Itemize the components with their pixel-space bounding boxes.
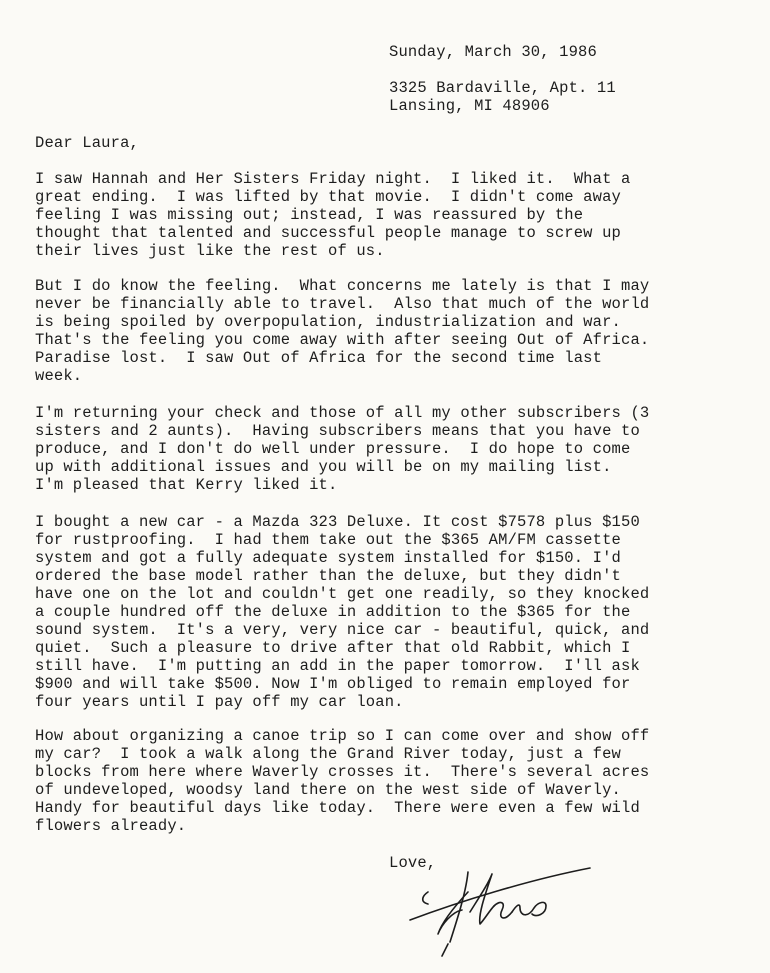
paragraph-line: flowers already. [35, 817, 187, 835]
paragraph-line: for rustproofing. I had them take out the $365 AM/FM cassette [35, 531, 621, 549]
paragraph-line: $900 and will take $500. Now I'm obliged to remain employed for [35, 675, 631, 693]
paragraph-2 [35, 277, 649, 385]
paragraph-line: my car? I took a walk along the Grand River today, just a few [35, 745, 621, 763]
paragraph-1 [35, 170, 630, 260]
paragraph-line: How about organizing a canoe trip so I can come over and show off [35, 727, 650, 745]
paragraph-3 [35, 404, 649, 494]
paragraph-line: blocks from here where Waverly crosses it. There's several acres [35, 763, 650, 781]
paragraph-line: their lives just like the rest of us. [35, 242, 385, 260]
paragraph-line: four years until I pay off my car loan. [35, 693, 404, 711]
paragraph-line: of undeveloped, woodsy land there on the west side of Waverly. [35, 781, 621, 799]
paragraph-line: quiet. Such a pleasure to drive after that old Rabbit, which I [35, 639, 631, 657]
closing: Love, [389, 854, 437, 872]
handwritten-signature [408, 862, 598, 957]
paragraph-line: I saw Hannah and Her Sisters Friday night. I liked it. What a [35, 170, 631, 188]
paragraph-line: great ending. I was lifted by that movie. I didn't come away [35, 188, 621, 206]
address-line-2: Lansing, MI 48906 [389, 97, 550, 115]
paragraph-line: feeling I was missing out; instead, I was reassured by the [35, 206, 584, 224]
address-line-1: 3325 Bardaville, Apt. 11 [389, 79, 616, 97]
salutation: Dear Laura, [35, 134, 139, 152]
paragraph-line: up with additional issues and you will be on my mailing list. [35, 458, 612, 476]
paragraph-line: system and got a fully adequate system installed for $150. I'd [35, 549, 621, 567]
paragraph-line: Handy for beautiful days like today. There were even a few wild [35, 799, 640, 817]
paragraph-5 [35, 727, 649, 835]
paragraph-line: still have. I'm putting an add in the paper tomorrow. I'll ask [35, 657, 640, 675]
paragraph-line: That's the feeling you come away with after seeing Out of Africa. [35, 331, 650, 349]
paragraph-line: sisters and 2 aunts). Having subscribers means that you have to [35, 422, 640, 440]
paragraph-line: But I do know the feeling. What concerns me lately is that I may [35, 277, 650, 295]
paragraph-line: I bought a new car - a Mazda 323 Deluxe. It cost $7578 plus $150 [35, 513, 640, 531]
paragraph-line: sound system. It's a very, very nice car - beautiful, quick, and [35, 621, 650, 639]
paragraph-line: never be financially able to travel. Also that much of the world [35, 295, 650, 313]
paragraph-line: I'm returning your check and those of all my other subscribers (3 [35, 404, 650, 422]
paragraph-line: produce, and I don't do well under pressure. I do hope to come [35, 440, 631, 458]
paragraph-line: I'm pleased that Kerry liked it. [35, 476, 338, 494]
letter-date: Sunday, March 30, 1986 [389, 43, 597, 61]
paragraph-line: week. [35, 367, 83, 385]
paragraph-4 [35, 513, 649, 711]
paragraph-line: a couple hundred off the deluxe in addition to the $365 for the [35, 603, 631, 621]
paragraph-line: is being spoiled by overpopulation, industrialization and war. [35, 313, 621, 331]
paragraph-line: Paradise lost. I saw Out of Africa for the second time last [35, 349, 603, 367]
paragraph-line: ordered the base model rather than the deluxe, but they didn't [35, 567, 621, 585]
paragraph-line: have one on the lot and couldn't get one readily, so they knocked [35, 585, 650, 603]
paragraph-line: thought that talented and successful people manage to screw up [35, 224, 621, 242]
